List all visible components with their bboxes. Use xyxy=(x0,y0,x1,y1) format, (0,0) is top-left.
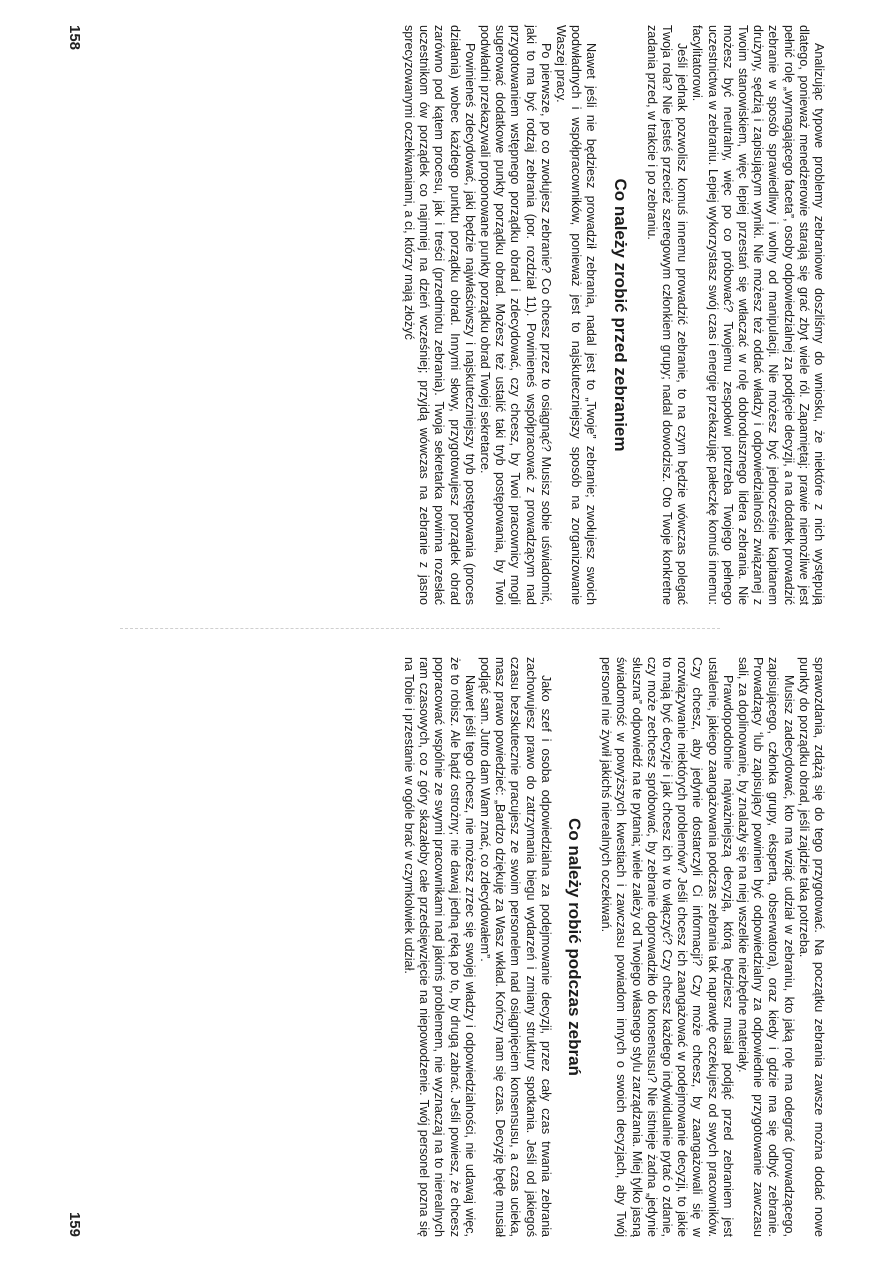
paragraph: Po pierwsze, po co zwołujesz zebranie? Co chcesz przez to osiągnąć? Musisz sobie uświadomić, jaki to ma być rodzaj zebrania (por. rozdział 11). Powinieneś współpracować z prowadzącym nad przygotowaniem wstępnego porządku obrad i zdecydować, czy chcesz, by Twoi pracownicy mogli sugerować dodatkowe punkty porządku obrad. Możesz też ustalić taki tryb postępowania, by Twoi podwładni przekazywali proponowane punkty porządku obrad Twojej sekretarce. xyxy=(477,25,553,605)
paragraph: Analizując typowe problemy zebraniowe doszliśmy do wniosku, że niektóre z nich występują dlatego, ponieważ menedżerowie starają się grać zbyt wiele ról. Zapamiętaj: prawie niemożliwe jest pełnić rolę „wyrnagającego faceta”, osoby odpowiedzialnej za podjęcie decyzji, a na dodatek prowadzić zebranie w sposób sprawiedliwy i wolny od manipulacji. Nie możesz być jednocześnie kapitanem drużyny, sędzią i zapisującym wyniki. Nie możesz też oddać władzy i odpowiedzialności związanej z Twoim stanowiskiem, więc lepiej przestań się wtłaczać w rolę dobrodusznego lidera zebrania. Nie możesz być neutralny, więc po co próbować? Twojemu zespołowi potrzeba Twojego pełnego uczestnictwa w zebraniu. Lepiej wykorzystasz swój czas i energię przekazując pałeczkę komuś innemu: facylitatorowi. xyxy=(690,25,826,605)
page-158-content xyxy=(66,25,826,605)
page-159 xyxy=(0,632,893,1263)
paragraph: Musisz zadecydować, kto ma wziąć udział w zebraniu, kto jaką rolę ma odegrać (prowadzącego, zapisującego, członka grupy, eksperta, obserwatora), oraz kiedy i gdzie ma się odbyć zebranie. Prowadzący ‘lub zapisujący powinien być odpowiedzialny za odpowiednie przygotowanie zawczasu sali, za doplinowanie, by znalazły się na niej wszelkie niezbędne materiały. xyxy=(735,657,796,1237)
page-number: 159 xyxy=(66,1211,83,1237)
page-number: 158 xyxy=(66,25,83,51)
page-159-text-column xyxy=(401,657,826,1237)
page-158 xyxy=(0,0,893,631)
page-159-content xyxy=(66,657,826,1237)
paragraph: Jeśli jednak pozwolisz komuś innemu prowadzić zebranie, to na czym będzie wówczas polegać Twoja rola? Nie jesteś przecież szeregowym członkiem grupy; nadal dowodzisz. Oto Twoje konkretne zadania przed, w trakcie i po zebraniu. xyxy=(644,25,690,605)
page-divider xyxy=(120,628,720,629)
section-heading: Co należy zrobić przed zebraniem xyxy=(610,178,630,452)
paragraph: sprawozdania, zdążą się do tego przygotować. Na początku zebrania zawsze można dodać nowe punkty do porządku obrad, jeśli zajdzie taka potrzeba. xyxy=(796,657,826,1237)
paragraph: Jako szef i osoba odpowiedzialna za podejmowanie decyzji, przez cały czas trwania zebrania zachowujesz prawo do zatrzymania biegu wydarzeń i zmiany struktury spotkania. Jeśli od jakiegoś czasu bezskutecznie pracujesz ze swoim personelem nad osiągnięciem konsensusu, a czas ucieka, masz prawo powiedzieć: „Bardzo dziękuję za Wasz wkład. Kończy nam się czas. Decyzję będę musiał podjąć sam. Jutro dam Wam znać, co zdecydowałem”. xyxy=(477,657,553,1237)
paragraph: Powinieneś zdecydować, jaki będzie najwłaściwszy i najskuteczniejszy tryb postępowania (proces działania) wobec każdego punktu porządku obrad. Innymi słowy, przygotowujesz porządek obrad zarówno pod kątem procesu, jak i treści (przedmiotu zebrania). Twoja sekretarka powinna rozesłać uczestnikom ów porządek co najmniej na dzień wcześniej; przyjdą wówczas na zebranie z jasno sprecyzowanymi oczekiwaniami, a ci, którzy mają złożyć xyxy=(401,25,477,605)
section-heading: Co należy robić podczas zebrań xyxy=(564,818,584,1076)
page-158-text-column xyxy=(401,25,826,605)
paragraph: Prawdopodobnie najważniejszą decyzją, którą będziesz musiał podjąć przed zebraniem jest ustalenie, jakiego zaangażowania podczas zebrania tak naprawdę oczekujesz od swych pracowników. Czy chcesz, aby jedynie dostarczyli Ci informacji? Czy może chcesz, by zaangażowali się w rozwiązywanie niektórych problemów? Jeśli chcesz ich zaangażować w podejmowanie decyzji, to jakie to mają być decyzje i jak chcesz ich w to włączyć? Czy chcesz każdego indywidualnie pytać o zdanie, czy może zechcesz spróbować, by zebranie doprowadziło do konsensusu? Nie istnieje żadna „jedynie słuszna” odpowiedź na te pytania; wiele zależy od Twojego własnego stylu zarządzania. Miej tylko jasną świadomość w powyższych kwestiach i zawczasu powiadom innych o swoich decyzjach, aby Twój personel nie żywił jakichś nierealnych oczekiwań. xyxy=(599,657,735,1237)
paragraph: Nawet jeśli nie będziesz prowadził zebrania, nadal jest to „Twoje” zebranie; zwołujesz swoich podwładnych i współpracowników, ponieważ jest to najskuteczniejszy sposób na zorganizowanie Waszej pracy. xyxy=(553,25,599,605)
paragraph: Nawet jeśli tego chcesz, nie możesz zrzec się swojej władzy i odpowiedzialności, nie udawaj więc, że to robisz. Ale bądź ostrożny; nie dawaj jedną ręką po to, by drugą zabrać. Jeśli powiesz, że chcesz popracować wspólnie ze swymi pracownikami nad jakimś problemem, nie wyznaczaj na to nierealnych ram czasowych, co z góry skazałoby całe przedsięwzięcie na niepowodzenie. Twój personel pozna się na Tobie i przestanie w ogóle brać w czymkolwiek udział. xyxy=(401,657,477,1237)
